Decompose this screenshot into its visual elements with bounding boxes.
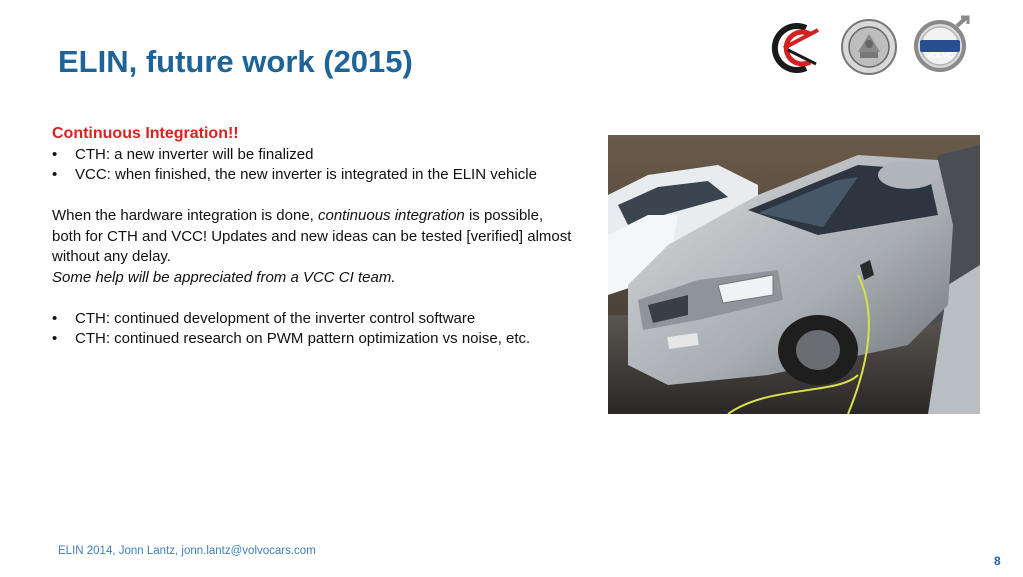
list-item: • CTH: continued research on PWM pattern optimization vs noise, etc. bbox=[52, 329, 572, 350]
bullet-icon: • bbox=[52, 145, 58, 163]
subheading: Continuous Integration!! bbox=[52, 125, 239, 142]
slide-title: ELIN, future work (2015) bbox=[58, 44, 413, 79]
bullet-icon: • bbox=[52, 309, 58, 327]
car-charging-photo bbox=[608, 135, 980, 414]
volvo-logo-text: VOLVO bbox=[926, 51, 954, 60]
list-item: • CTH: a new inverter will be finalized bbox=[52, 145, 572, 166]
bullet-icon: • bbox=[52, 166, 58, 183]
list-item: • CTH: continued development of the inverter control software bbox=[52, 309, 572, 330]
bullet-icon: • bbox=[52, 330, 58, 347]
university-seal-icon bbox=[840, 18, 898, 76]
logo-group bbox=[764, 14, 974, 78]
body-paragraph: When the hardware integration is done, continuous integration is possible, both for CTH and VCC! Updates and new ideas can be tested [verified] almost without any delay. bbox=[52, 207, 572, 265]
volvo-logo-icon bbox=[912, 14, 972, 74]
italic-note: Some help will be appreciated from a VCC CI team. bbox=[52, 268, 396, 286]
chalmers-logo-icon bbox=[766, 20, 822, 76]
slide-body bbox=[52, 124, 572, 350]
page-number: 8 bbox=[994, 554, 1001, 568]
emphasis-text: continuous integration bbox=[318, 207, 465, 224]
footer-text: ELIN 2014, Jonn Lantz, jonn.lantz@volvocars.com bbox=[58, 545, 316, 557]
list-item: • VCC: when finished, the new inverter is integrated in the ELIN vehicle bbox=[52, 165, 572, 186]
